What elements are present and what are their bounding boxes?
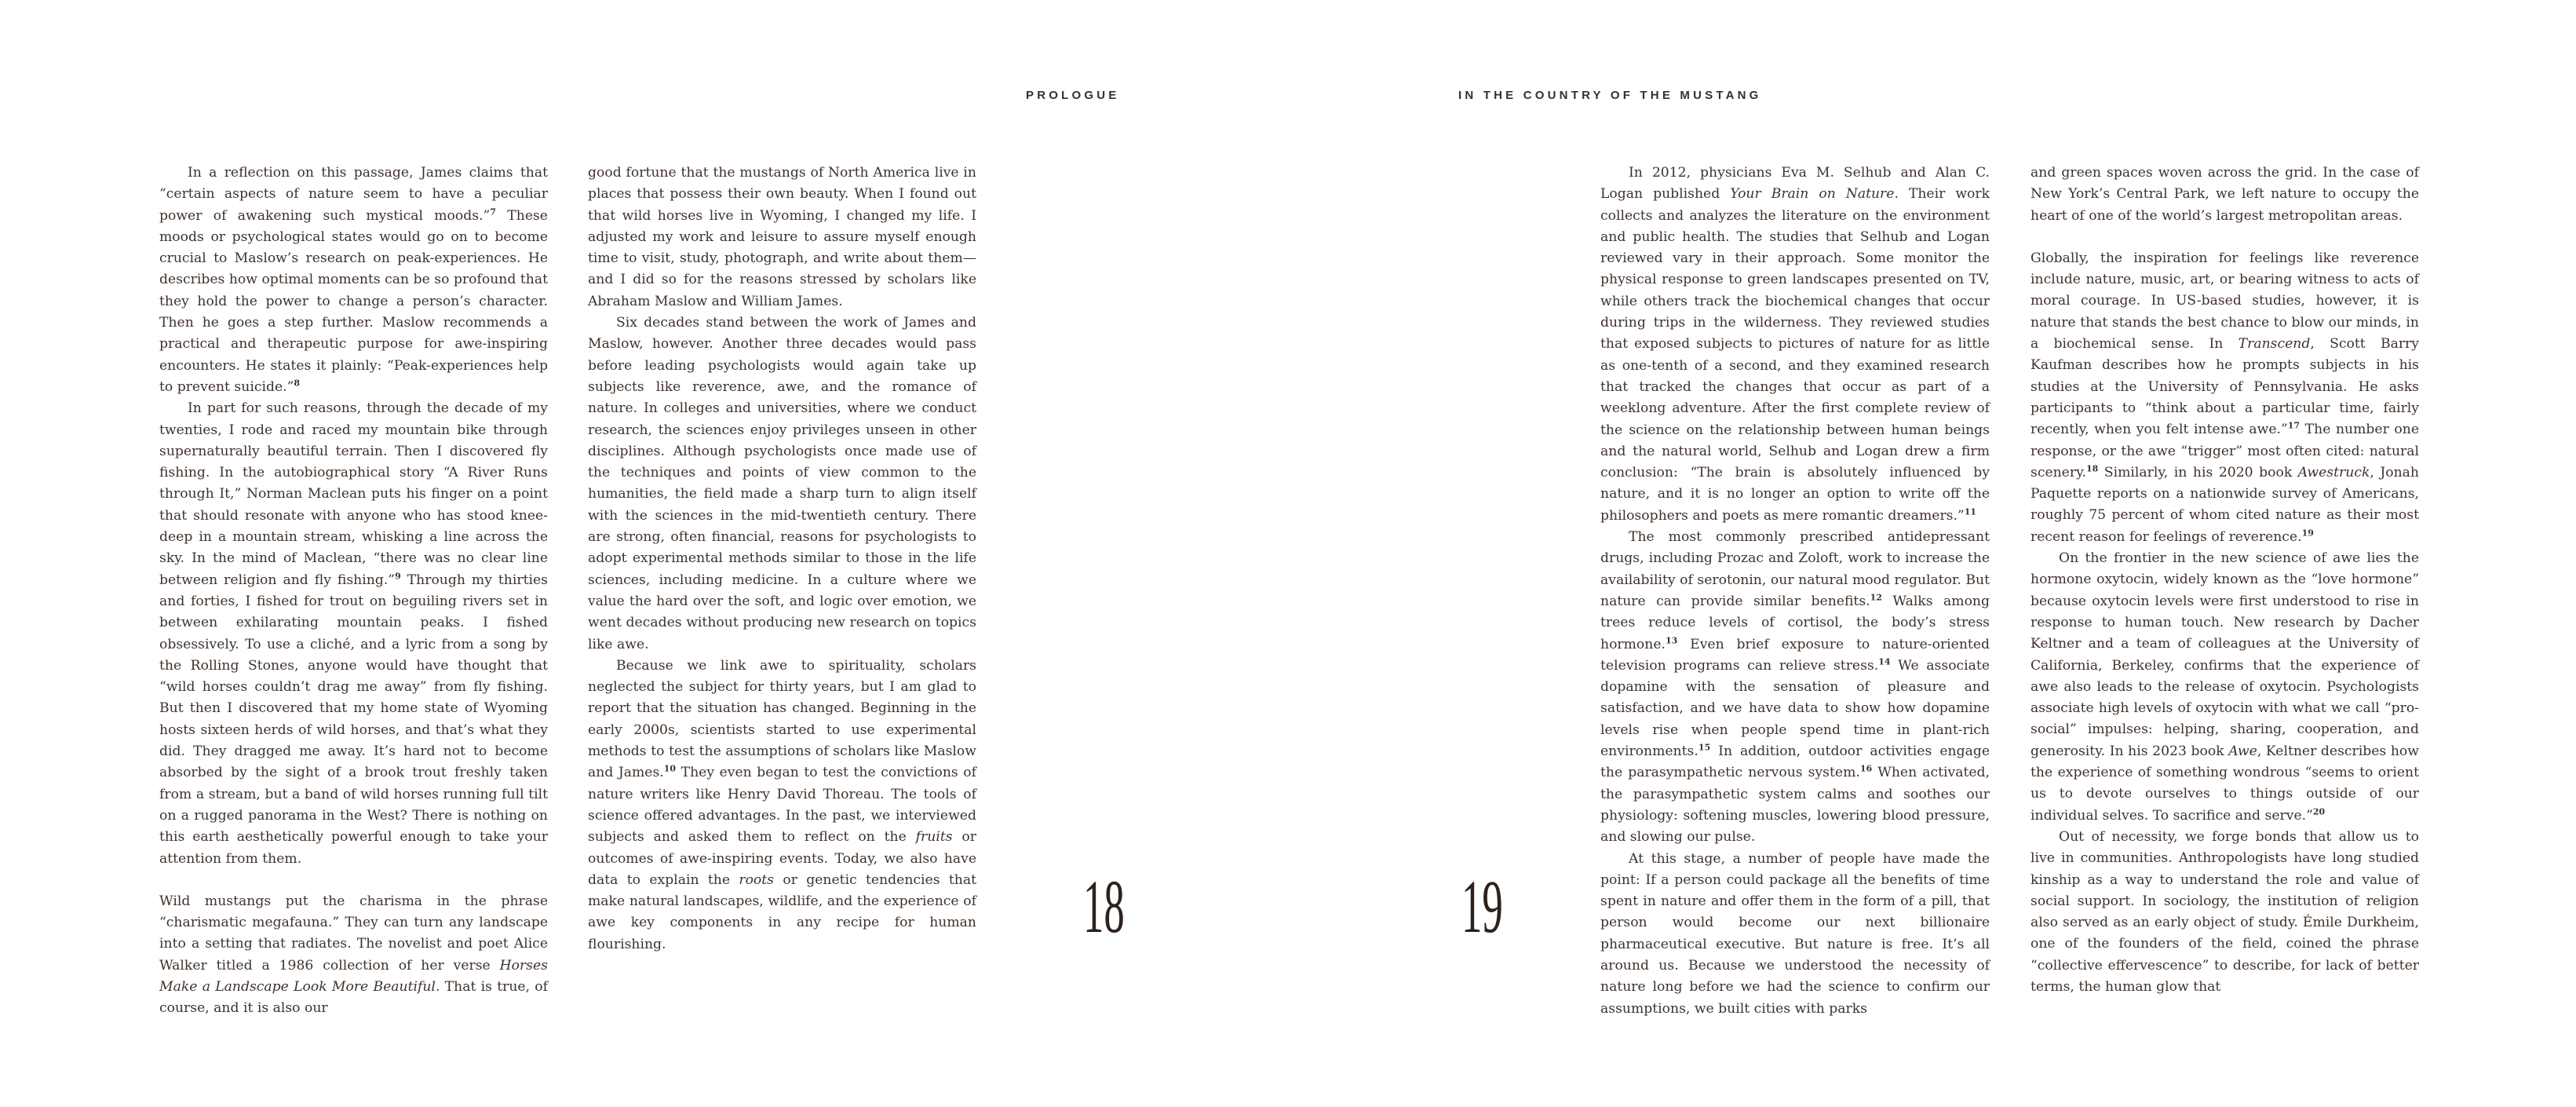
paragraph: In a reflection on this passage, James claims that “certain aspects of nature seem to have a peculiar power of awakening such mystical moods.”$^7$ These moods or psychological states would go on to become crucial to Maslow’s research on peak-experiences. He describes how optimal moments can be so profound that they hold the power to change a person’s character. Then he goes a step further. Maslow recommends a practical and therapeutic purpose for awe-inspiring encounters. He states it plainly: “Peak-experiences help to prevent suicide.”$^8$ [159, 165, 548, 395]
paragraph: Out of necessity, we forge bonds that allow us to live in communities. Anthropologists have long studied kinship as a way to understand the role and value of social support. In sociology, the institution of religion also served as an early object of study. Émile Durkheim, one of the founders of the field, coined the phrase “collective effervescence” to describe, for lack of better terms, the human glow that [2031, 828, 2419, 995]
paragraph: Wild mustangs put the charisma in the phrase “charismatic megafauna.” They can turn any landscape into a setting that radiates. The novelist and poet Alice Walker titled a 1986 collection of her verse Horses Make a Landscape Look More Beautiful. That is true, of course, and it is also our [159, 893, 549, 1017]
paragraph: On the frontier in the new science of awe lies the hormone oxytocin, widely known as the “love hormone” because oxytocin levels were first understood to rise in response to human touch. New research by Dacher Keltner and a team of colleagues at the University of California, Berkeley, confirms that the experience of awe also leads to the release of oxytocin. Psychologists associate high levels of oxytocin with what we call “pro-social” impulses: helping, sharing, cooperation, and generosity. In his 2023 book Awe, Keltner describes how the experience of something wondrous “seems to orient us to devote ourselves to things outside of our individual selves. To sacrifice and serve.”$^{20}$ [2031, 550, 2419, 824]
running-head-right: IN THE COUNTRY OF THE MUSTANG [1458, 89, 1762, 102]
paragraph: At this stage, a number of people have made the point: If a person could package all the benefits of time spent in nature and offer them in the form of a pill, that person would become our next billionaire pharmaceutical executive. But nature is free. It’s all around us. Because we understood the necessity of nature long before we had the science to confirm our assumptions, we built cities with parks [1600, 850, 1990, 1017]
paragraph: good fortune that the mustangs of North America live in places that possess their own beauty. When I found out that wild horses live in Wyoming, I changed my life. I adjusted my work and leisure to assure myself enough time to visit, study, photograph, and write about them—and I did so for the reasons stressed by scholars like Abraham Maslow and William James. [588, 165, 976, 309]
paragraph: Six decades stand between the work of James and Maslow, however. Another three decades would pass before leading psychologists would again take up subjects like reverence, awe, and the romance of nature. In colleges and universities, where we conduct research, the sciences enjoy privileges unseen in other disciplines. Although psychologists once made use of the techniques and points of view common to the humanities, the field made a sharp turn to align itself with the sciences in the mid-twentieth century. There are strong, often financial, reasons for psychologists to adopt experimental methods similar to those in the life sciences, including medicine. In a culture where we value the hard over the soft, and logic over emotion, we went decades without producing new research on topics like awe. [588, 315, 976, 652]
paragraph: and green spaces woven across the grid. In the case of New York’s Central Park, we left nature to occupy the heart of one of the world’s largest metropolitan areas. [2031, 165, 2419, 224]
paragraph: In 2012, physicians Eva M. Selhub and Alan C. Logan published Your Brain on Nature. Their work collects and analyzes the literature on the environment and public health. The studies that Selhub and Logan reviewed vary in their approach. Some monitor the physical response to green landscapes presented on TV, while others track the biochemical changes that occur during trips in the wilderness. They reviewed studies that exposed subjects to pictures of nature for as little as one-tenth of a second, and they examined research that tracked the changes that occur as part of a weeklong adventure. After the first complete review of the science on the relationship between human beings and the natural world, Selhub and Logan drew a firm conclusion: “The brain is absolutely influenced by nature, and it is no longer an option to write off the philosophers and poets as mere romantic dreamers.”$^{11}$ [1600, 165, 1990, 524]
paragraph: In part for such reasons, through the decade of my twenties, I rode and raced my mountain bike through supernaturally beautiful terrain. Then I discovered fly fishing. In the autobiographical story “A River Runs through It,” Norman Maclean puts his finger on a point that should resonate with anyone who has stood knee-deep in a mountain stream, whisking a line across the sky. In the mind of Maclean, “there was no clear line between religion and fly fishing.”$^9$ Through my thirties and forties, I fished for trout on beguiling rivers set in between exhilarating mountain peaks. I fished obsessively. To use a cliché, and a lyric from a song by the Rolling Stones, anyone would have thought that “wild horses couldn’t drag me away” from fly fishing. But then I discovered that my home state of Wyoming hosts sixteen herds of wild horses, and that’s what they did. They dragged me away. It’s hard not to become absorbed by the sight of a brook trout freshly taken from a stream, but a band of wild horses running full tilt on a rugged panorama in the West? There is nothing on this earth aesthetically powerful enough to take your attention from them. [159, 400, 548, 867]
paragraph: Globally, the inspiration for feelings like reverence include nature, music, art, or bearing witness to acts of moral courage. In US-based studies, however, it is nature that stands the best chance to blow our minds, in a biochemical sense. In Transcend, Scott Barry Kaufman describes how he prompts subjects in his studies at the University of Pennsylvania. He asks participants to “think about a particular time, fairly recently, when you felt intense awe.”$^{17}$ The number one response, or the awe “trigger” most often cited: natural scenery.$^{18}$ Similarly, in his 2020 book Awestruck, Jonah Paquette reports on a nationwide survey of Americans, roughly 75 percent of whom cited nature as their most recent reason for feelings of reverence.$^{19}$ [2031, 250, 2419, 545]
right-page-column-1 [1600, 163, 1990, 1020]
paragraph: The most commonly prescribed antidepressant drugs, including Prozac and Zoloft, work to increase the availability of serotonin, our natural mood regulator. But nature can provide similar benefits.$^{12}$ Walks among trees reduce levels of cortisol, the body’s stress hormone.$^{13}$ Even brief exposure to nature-oriented television programs can relieve stress.$^{14}$ We associate dopamine with the sensation of pleasure and satisfaction, and we have data to show how dopamine levels rise when people spend time in plant-rich environments.$^{15}$ In addition, outdoor activities engage the parasympathetic nervous system.$^{16}$ When activated, the parasympathetic system calms and soothes our physiology: softening muscles, lowering blood pressure, and slowing our pulse. [1600, 529, 1990, 846]
page-number-right: 19 [1461, 864, 1503, 948]
running-head-left: PROLOGUE [1026, 89, 1120, 102]
right-page-column-2 [2031, 163, 2419, 998]
left-page-column-2 [588, 163, 976, 955]
left-page-column-1 [159, 163, 548, 1020]
paragraph: Because we link awe to spirituality, scholars neglected the subject for thirty years, but I am glad to report that the situation has changed. Beginning in the early 2000s, scientists started to use experimental methods to test the assumptions of scholars like Maslow and James.$^{10}$ They even began to test the convictions of nature writers like Henry David Thoreau. The tools of science offered advantages. In the past, we interviewed subjects and asked them to reflect on the fruits or outcomes of awe-inspiring events. Today, we also have data to explain the roots or genetic tendencies that make natural landscapes, wildlife, and the experience of awe key components in any recipe for human flourishing. [588, 657, 977, 952]
page-number-left: 18 [1083, 864, 1125, 948]
